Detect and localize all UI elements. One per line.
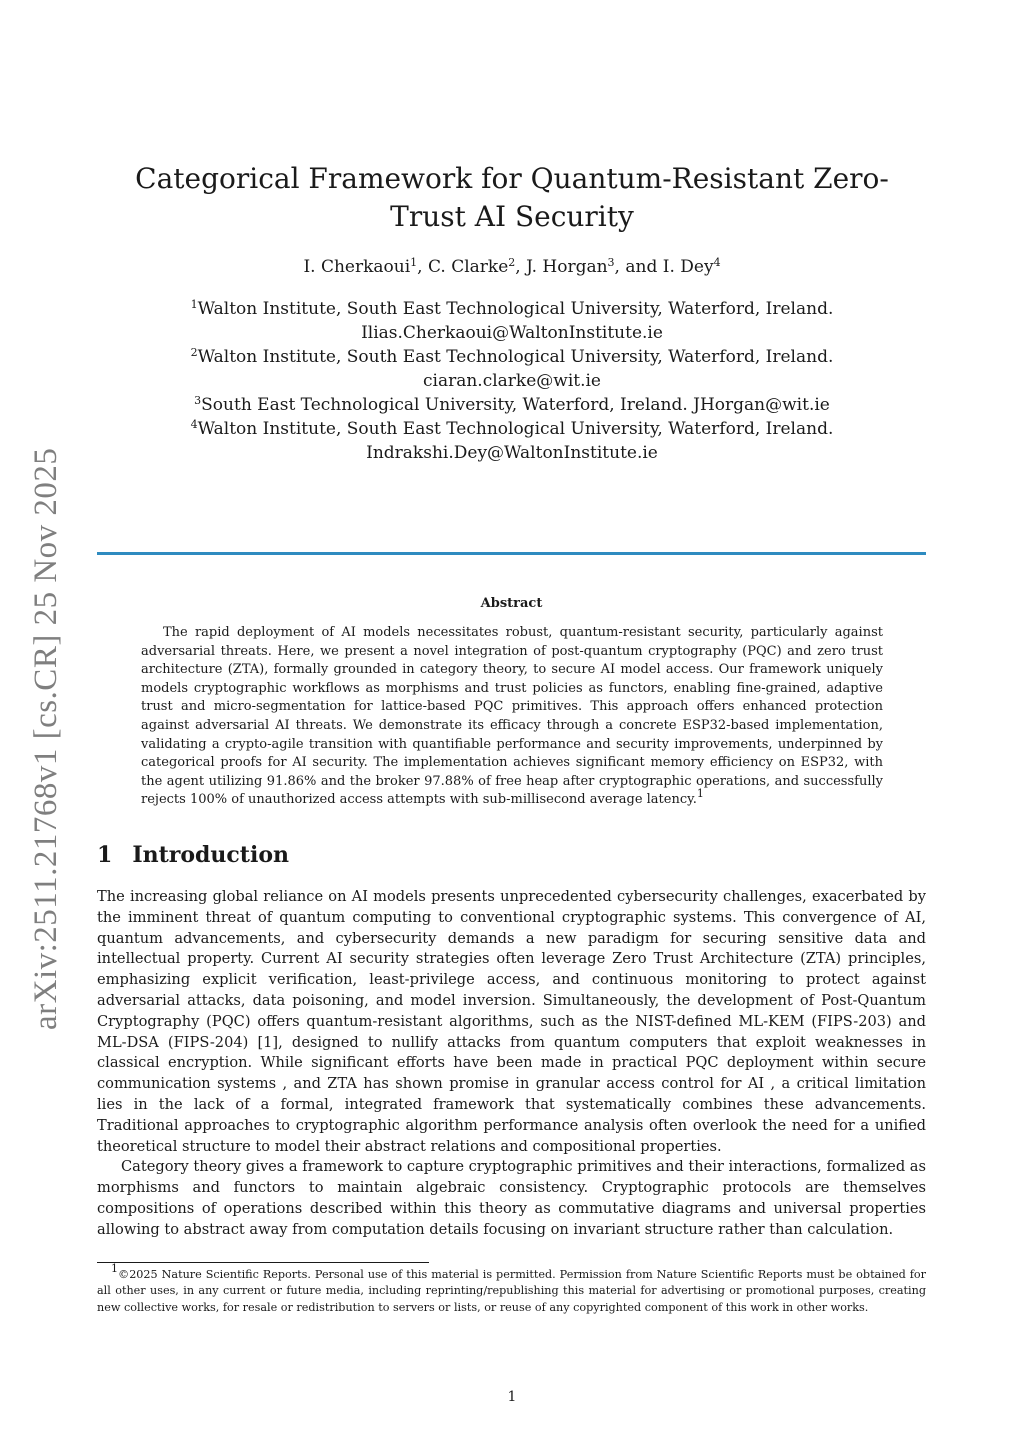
affiliation-email: ciaran.clarke@wit.ie — [422, 371, 601, 391]
footnote — [97, 1262, 926, 1316]
author-name: I. Dey — [662, 257, 714, 277]
paragraph: Category theory gives a framework to capture cryptographic primitives and their interactions, formalized as morphisms and functors to maintain algebraic consistency. Cryptographic protocols are themselves compositions of operations described within this theory as commutative diagrams and universal properties allowing to abstract away from computation details focusing on invariant structure rather than calculation. — [97, 1158, 926, 1238]
author-name: C. Clarke — [427, 257, 509, 277]
abstract-body — [141, 624, 883, 810]
author-separator: , — [417, 257, 428, 277]
affiliation-mark: 2 — [190, 346, 198, 359]
abstract-heading: Abstract — [480, 596, 543, 611]
author-affiliation-mark: 3 — [607, 256, 615, 269]
affiliation-list — [120, 297, 904, 465]
footnote-mark: 1 — [111, 1262, 118, 1275]
affiliation-line — [120, 297, 904, 321]
author-affiliation-mark: 4 — [713, 256, 721, 269]
author-name: I. Cherkaoui — [303, 257, 411, 277]
affiliation-mark: 3 — [194, 394, 202, 407]
page-number: 1 — [507, 1389, 517, 1405]
affiliation-line — [120, 393, 904, 417]
affiliation-line — [120, 417, 904, 441]
author-name: J. Horgan — [526, 257, 608, 277]
footnote-text: ©2025 Nature Scientific Reports. Personal use of this material is permitted. Permission from Nature Scientific Reports must be obtained for all other uses, in any current or future media, including reprinting/republishing this material for advertising or promotional purposes, creating new collective works, for resale or redistribution to servers or lists, or reuse of any copyrighted component of this work in other works. — [97, 1268, 926, 1314]
author-affiliation-mark: 2 — [508, 256, 516, 269]
affiliation-text: Walton Institute, South East Technological University, Waterford, Ireland. — [197, 299, 834, 319]
affiliation-email: Ilias.Cherkaoui@WaltonInstitute.ie — [361, 323, 663, 343]
affiliation-line — [120, 345, 904, 369]
section-heading — [97, 842, 289, 868]
author-list — [120, 256, 904, 278]
footnote-divider — [97, 1262, 429, 1263]
introduction-body — [97, 887, 926, 1241]
arxiv-identifier-stamp: arXiv:2511.21768v1 [cs.CR] 25 Nov 2025 — [28, 447, 64, 1030]
affiliation-email: Indrakshi.Dey@WaltonInstitute.ie — [366, 443, 658, 463]
paragraph: The increasing global reliance on AI models presents unprecedented cybersecurity challenges, exacerbated by the imminent threat of quantum computing to conventional cryptographic systems. This convergence of AI, quantum advancements, and cybersecurity demands a new paradigm for securing sensitive data and intellectual property. Current AI security strategies often leverage Zero Trust Architecture (ZTA) principles, emphasizing explicit verification, least-privilege access, and continuous monitoring to protect against adversarial attacks, data poisoning, and model inversion. Simultaneously, the development of Post-Quantum Cryptography (PQC) offers quantum-resistant algorithms, such as the NIST-defined ML-KEM (FIPS-203) and ML-DSA (FIPS-204) [1], designed to nullify attacks from quantum computers that exploit weaknesses in classical encryption. While significant efforts have been made in practical PQC deployment within secure communication systems , and ZTA has shown promise in granular access control for AI , a critical limitation lies in the lack of a formal, integrated framework that systematically combines these advancements. Traditional approaches to cryptographic algorithm performance analysis often overlook the need for a unified theoretical structure to model their abstract relations and compositional properties. — [97, 888, 926, 1155]
paper-title: Categorical Framework for Quantum-Resistant Zero-Trust AI Security — [135, 162, 889, 233]
footnote-reference: 1 — [696, 787, 704, 801]
affiliation-text: South East Technological University, Waterford, Ireland. JHorgan@wit.ie — [201, 395, 830, 415]
affiliation-text: Walton Institute, South East Technological University, Waterford, Ireland. — [197, 419, 834, 439]
header-divider — [97, 552, 926, 555]
section-number: 1 — [97, 842, 113, 868]
abstract-text: The rapid deployment of AI models necessitates robust, quantum-resistant security, particularly against adversarial threats. Here, we present a novel integration of post-quantum cryptography (PQC) and zero trust architecture (ZTA), formally grounded in category theory, to secure AI model access. Our framework uniquely models cryptographic workflows as morphisms and trust policies as functors, enabling fine-grained, adaptive trust and micro-segmentation for lattice-based PQC primitives. This approach offers enhanced protection against adversarial AI threats. We demonstrate its efficacy through a concrete ESP32-based implementation, validating a crypto-agile transition with quantifiable performance and security improvements, underpinned by categorical proofs for AI security. The implementation achieves significant memory efficiency on ESP32, with the agent utilizing 91.86% and the broker 97.88% of free heap after cryptographic operations, and successfully rejects 100% of unauthorized access attempts with sub-millisecond average latency. — [141, 625, 883, 808]
author-separator: , and — [614, 257, 663, 277]
author-affiliation-mark: 1 — [410, 256, 418, 269]
affiliation-text: Walton Institute, South East Technological University, Waterford, Ireland. — [197, 347, 834, 367]
author-separator: , — [515, 257, 527, 277]
section-title: Introduction — [132, 842, 289, 868]
affiliation-mark: 1 — [190, 298, 198, 311]
affiliation-mark: 4 — [190, 418, 198, 431]
